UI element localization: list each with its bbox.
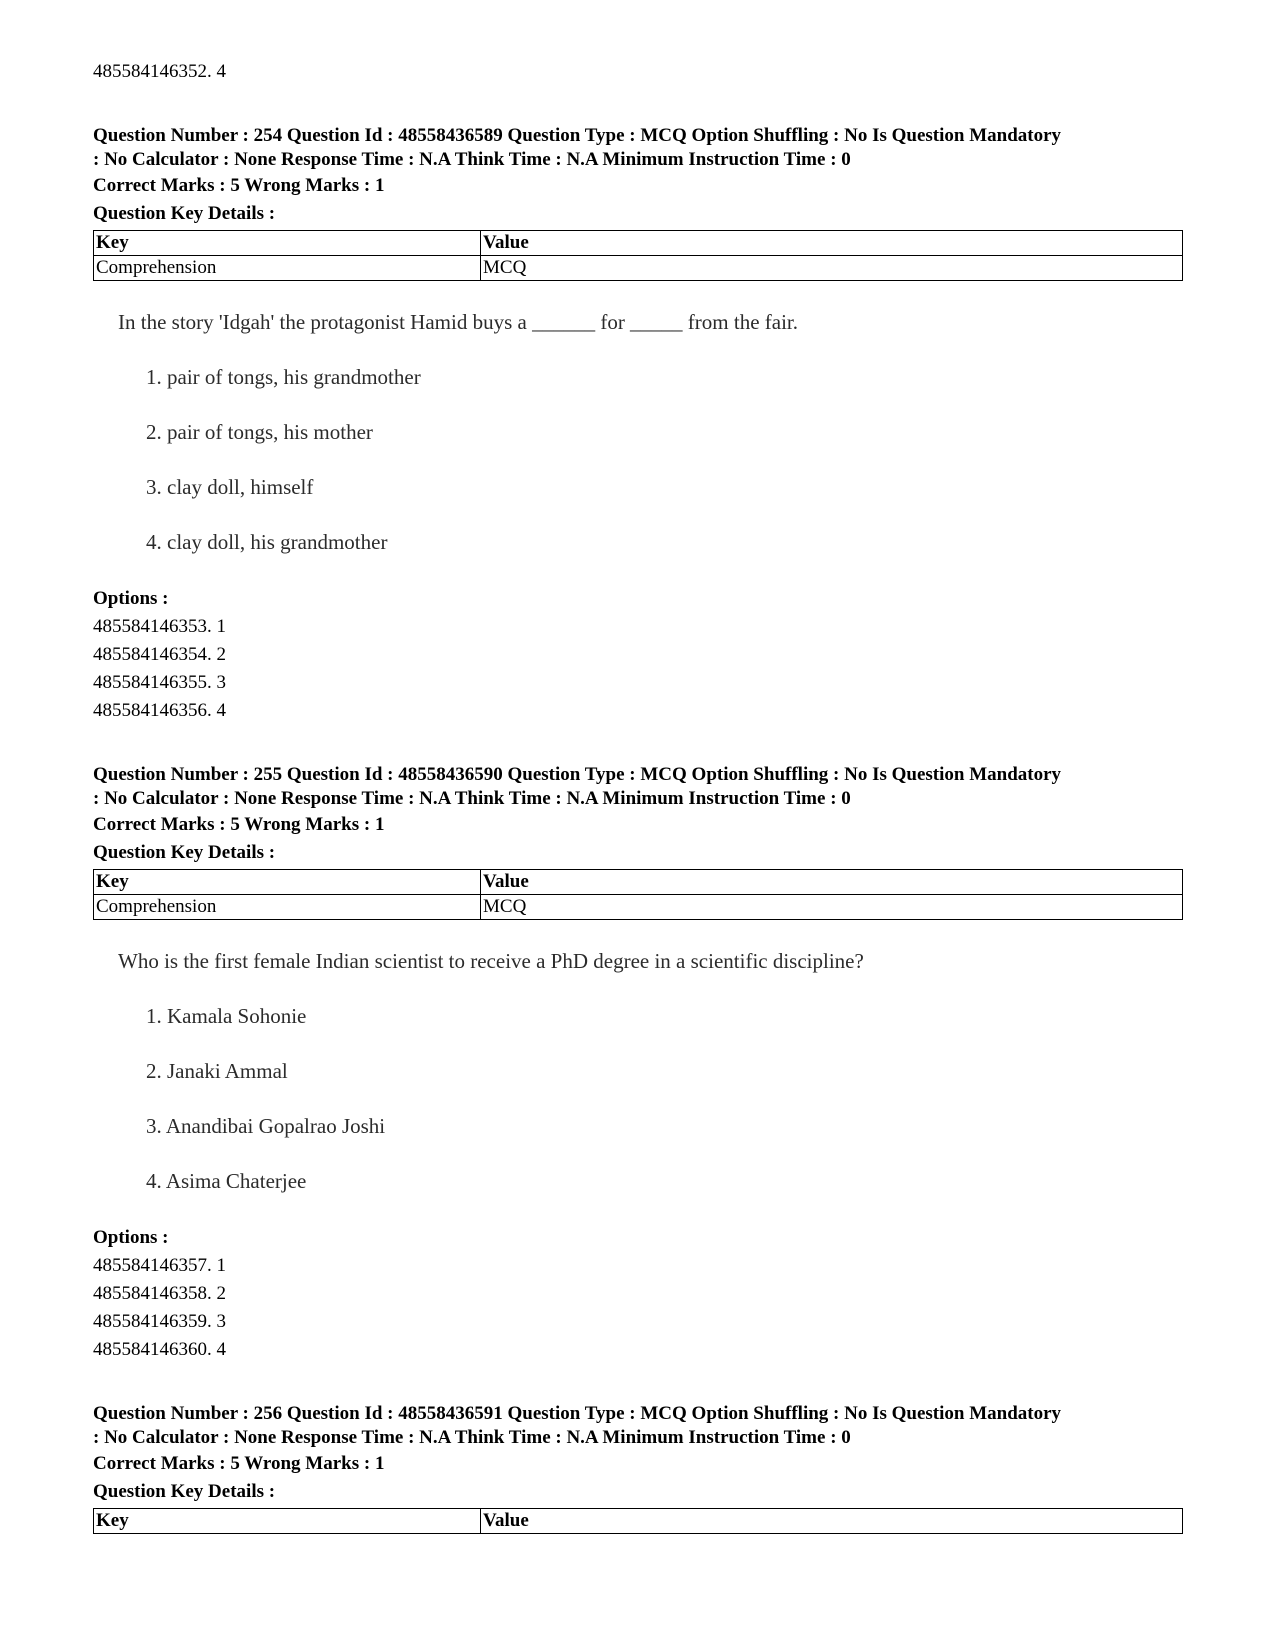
choice-2: 2. Janaki Ammal: [146, 1059, 288, 1083]
choice-3: 3. Anandibai Gopalrao Joshi: [146, 1114, 386, 1138]
question-255: [93, 763, 1183, 1364]
table-cell-key: Comprehension: [94, 256, 481, 281]
choice-4: 4. clay doll, his grandmother: [146, 530, 388, 554]
table-header-row: [94, 1509, 1183, 1534]
option-id: 485584146359. 3: [93, 1311, 226, 1332]
table-header-key: Key: [94, 231, 481, 256]
question-header-line-2: : No Calculator : None Response Time : N.A Think Time : N.A Minimum Instruction Time : 0: [93, 1427, 851, 1448]
question-stem: In the story 'Idgah' the protagonist Hamid buys a ______ for _____ from the fair.: [118, 310, 799, 334]
table-header-value: Value: [481, 231, 1183, 256]
choice-2: 2. pair of tongs, his mother: [146, 420, 373, 444]
marks-line: Correct Marks : 5 Wrong Marks : 1: [93, 175, 385, 196]
option-id: 485584146355. 3: [93, 672, 226, 693]
marks-line: Correct Marks : 5 Wrong Marks : 1: [93, 814, 385, 835]
key-details-label: Question Key Details :: [93, 203, 276, 224]
question-header: [93, 1402, 1183, 1450]
table-header-value: Value: [481, 870, 1183, 895]
question-stem: Who is the first female Indian scientist to receive a PhD degree in a scientific discipline?: [118, 949, 864, 973]
option-id: 485584146357. 1: [93, 1255, 226, 1276]
options-list: [93, 1224, 1183, 1364]
document-page: [93, 58, 1183, 1534]
choice-3: 3. clay doll, himself: [146, 475, 314, 499]
option-id: 485584146354. 2: [93, 644, 226, 665]
question-header: [93, 124, 1183, 172]
question-header-line-2: : No Calculator : None Response Time : N.A Think Time : N.A Minimum Instruction Time : 0: [93, 149, 851, 170]
question-header-line-1: Question Number : 255 Question Id : 48558436590 Question Type : MCQ Option Shuffling : No Is Question Mandatory: [93, 764, 1062, 785]
option-id: 485584146360. 4: [93, 1339, 226, 1360]
key-details-table: [93, 230, 1183, 281]
table-cell-key: Comprehension: [94, 895, 481, 920]
choice-4: 4. Asima Chaterjee: [146, 1169, 307, 1193]
table-row: [94, 256, 1183, 281]
question-image: [118, 946, 1183, 1196]
key-details-table: [93, 869, 1183, 920]
marks-line: Correct Marks : 5 Wrong Marks : 1: [93, 1453, 385, 1474]
table-cell-value: MCQ: [481, 895, 1183, 920]
table-header-row: [94, 870, 1183, 895]
options-list: [93, 585, 1183, 725]
question-image: [118, 307, 1183, 557]
options-label: Options :: [93, 588, 169, 609]
table-cell-value: MCQ: [481, 256, 1183, 281]
options-label: Options :: [93, 1227, 169, 1248]
table-row: [94, 895, 1183, 920]
key-details-table: [93, 1508, 1183, 1534]
option-id: 485584146353. 1: [93, 616, 226, 637]
choice-1: 1. Kamala Sohonie: [146, 1004, 307, 1028]
table-header-value: Value: [481, 1509, 1183, 1534]
question-header-line-2: : No Calculator : None Response Time : N.A Think Time : N.A Minimum Instruction Time : 0: [93, 788, 851, 809]
question-254: [93, 124, 1183, 725]
table-header-key: Key: [94, 870, 481, 895]
question-header-line-1: Question Number : 254 Question Id : 48558436589 Question Type : MCQ Option Shuffling : No Is Question Mandatory: [93, 125, 1062, 146]
option-id: 485584146358. 2: [93, 1283, 226, 1304]
table-header-row: [94, 231, 1183, 256]
choice-1: 1. pair of tongs, his grandmother: [146, 365, 421, 389]
table-header-key: Key: [94, 1509, 481, 1534]
question-256: [93, 1402, 1183, 1534]
question-header-line-1: Question Number : 256 Question Id : 48558436591 Question Type : MCQ Option Shuffling : No Is Question Mandatory: [93, 1403, 1062, 1424]
key-details-label: Question Key Details :: [93, 842, 276, 863]
question-header: [93, 763, 1183, 811]
option-id: 485584146356. 4: [93, 700, 226, 721]
previous-option-line: 485584146352. 4: [93, 61, 226, 82]
key-details-label: Question Key Details :: [93, 1481, 276, 1502]
